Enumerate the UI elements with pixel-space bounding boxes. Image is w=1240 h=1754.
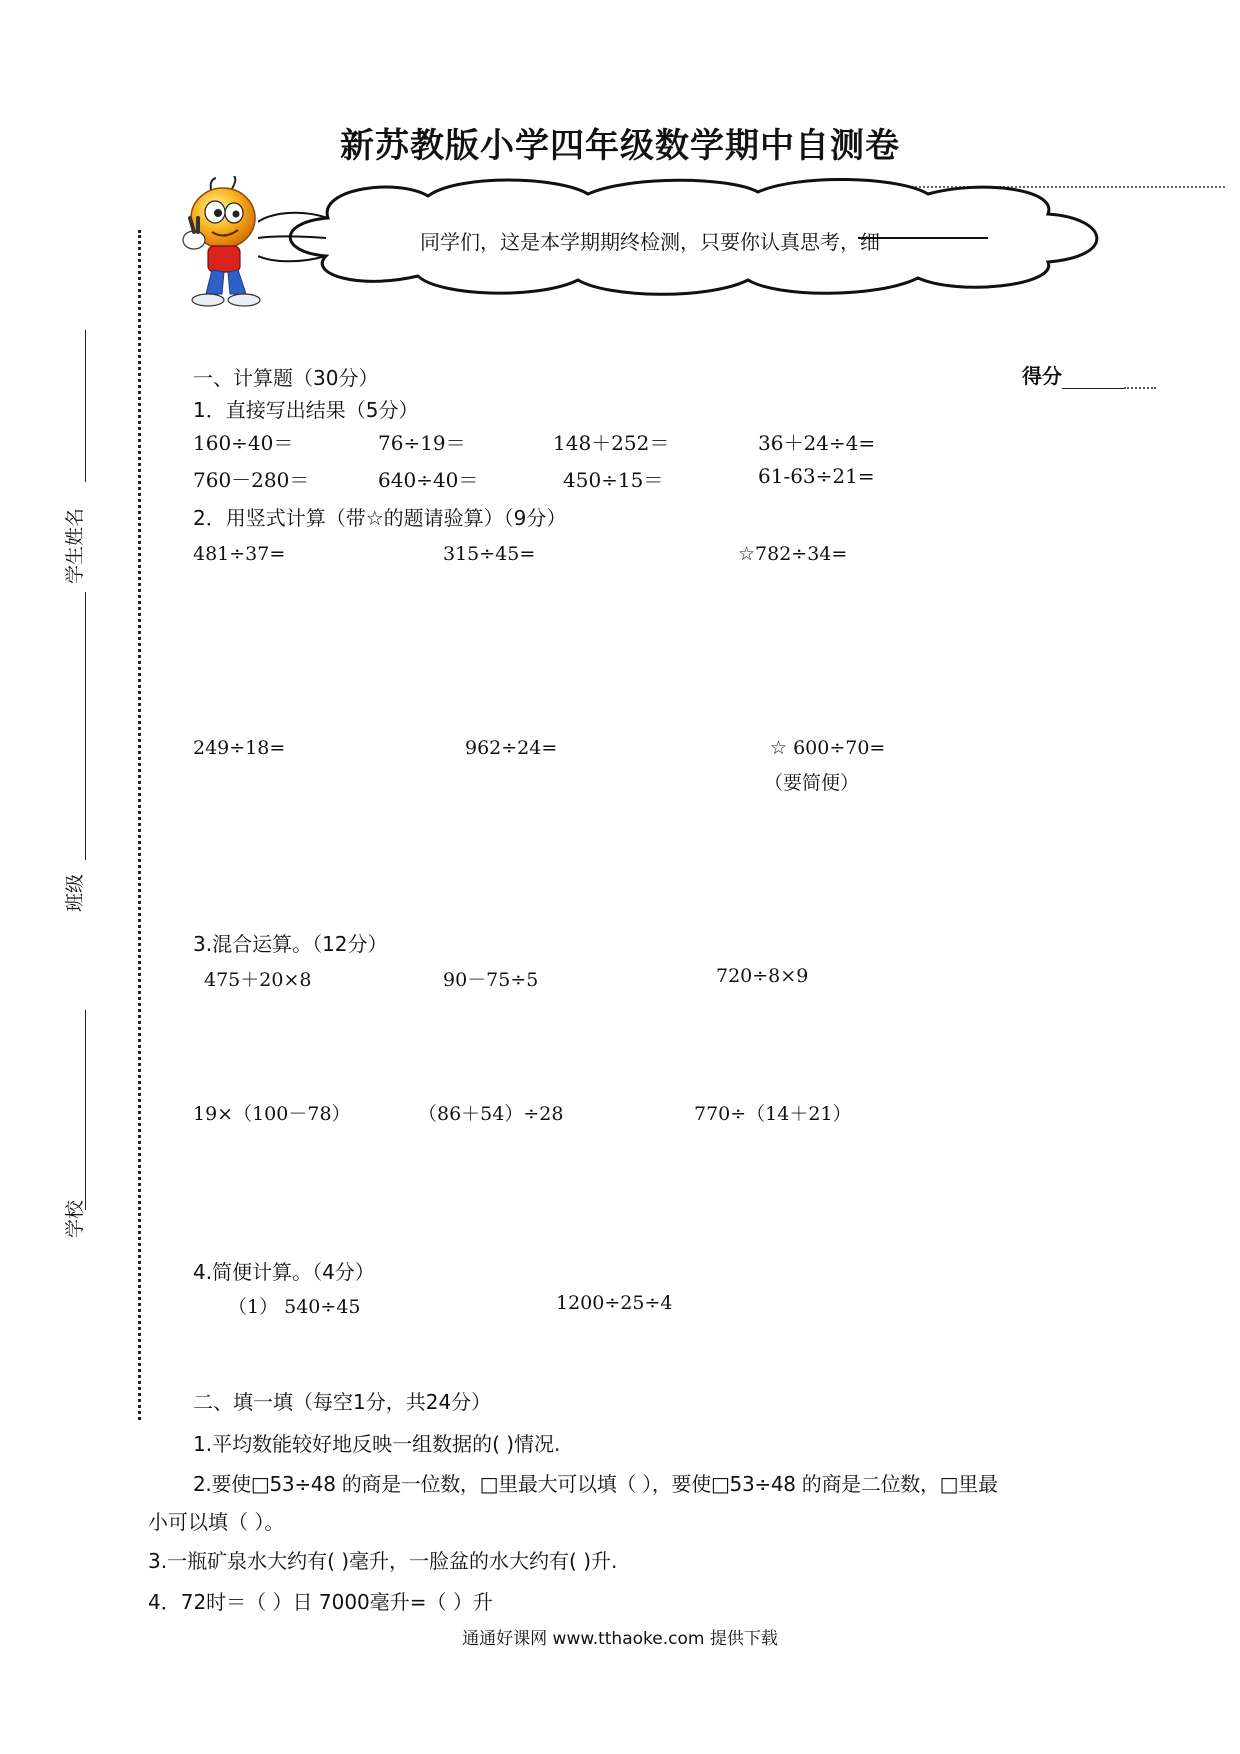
q4-item: （1） 540÷45: [228, 1296, 361, 1318]
q1-item: 450÷15＝: [563, 468, 664, 492]
q3-item: 720÷8×9: [716, 965, 809, 987]
q3-heading: 3.混合运算。（12分）: [193, 932, 388, 956]
q3-item: 19×（100－78）: [193, 1103, 351, 1125]
fill-q2-line2: 小可以填（ ）。: [148, 1510, 285, 1534]
q1-item: 36＋24÷4=: [758, 431, 876, 455]
score-underline: [1062, 370, 1124, 389]
section1-heading: 一、计算题（30分）: [193, 366, 379, 390]
page-title: 新苏教版小学四年级数学期中自测卷: [340, 126, 900, 166]
fill-q3: 3.一瓶矿泉水大约有( )毫升，一脸盆的水大约有( )升.: [148, 1549, 618, 1573]
q3-item: （86＋54）÷28: [418, 1103, 564, 1125]
binding-dotted-line: [138, 230, 141, 1420]
q1-item: 160÷40＝: [193, 431, 294, 455]
q3-item: 90－75÷5: [443, 969, 539, 991]
q2-item: ☆ 600÷70=: [770, 737, 886, 759]
q2-item: ☆782÷34=: [738, 543, 848, 565]
fill-q1: 1.平均数能较好地反映一组数据的( )情况.: [193, 1432, 561, 1456]
cloud-message: 同学们，这是本学期期终检测，只要你认真思考，细: [420, 230, 880, 254]
student-name-label: 学生姓名: [64, 507, 86, 584]
q1-item: 640÷40＝: [378, 468, 479, 492]
fill-q4: 4．72时＝（ ）日 7000毫升=（ ）升: [148, 1590, 493, 1614]
school-label: 学校: [64, 1199, 86, 1238]
q1-item: 61-63÷21=: [758, 464, 875, 488]
q2-item: 962÷24=: [465, 737, 558, 759]
footer-text: 通通好课网 www.tthaoke.com 提供下载: [462, 1629, 778, 1649]
q4-item: 1200÷25÷4: [556, 1292, 673, 1314]
q2-item: 315÷45=: [443, 543, 536, 565]
q1-item: 76÷19＝: [378, 431, 466, 455]
q1-item: 148＋252＝: [553, 431, 670, 455]
q2-item: 481÷37=: [193, 543, 286, 565]
q4-heading: 4.简便计算。（4分）: [193, 1260, 375, 1284]
score-field[interactable]: [1022, 360, 1156, 389]
q2-heading: 2．用竖式计算（带☆的题请验算）（9分）: [193, 506, 567, 530]
q3-item: 475＋20×8: [204, 969, 312, 991]
score-label: 得分: [1022, 364, 1062, 388]
name-underline-lower: [85, 592, 86, 860]
school-underline: [85, 1010, 86, 1210]
score-dots: [1124, 369, 1156, 389]
q1-item: 760－280＝: [193, 468, 310, 492]
name-underline: [85, 330, 86, 482]
class-label: 班级: [64, 873, 86, 912]
q2-note: （要简便）: [764, 772, 860, 794]
q2-item: 249÷18=: [193, 737, 286, 759]
section2-heading: 二、填一填（每空1分，共24分）: [193, 1390, 492, 1414]
q3-item: 770÷（14＋21）: [694, 1103, 852, 1125]
q1-heading: 1．直接写出结果（5分）: [193, 398, 419, 422]
fill-q2-line1: 2.要使□53÷48 的商是一位数，□里最大可以填（ ），要使□53÷48 的商是二位数，□里最: [193, 1472, 998, 1496]
